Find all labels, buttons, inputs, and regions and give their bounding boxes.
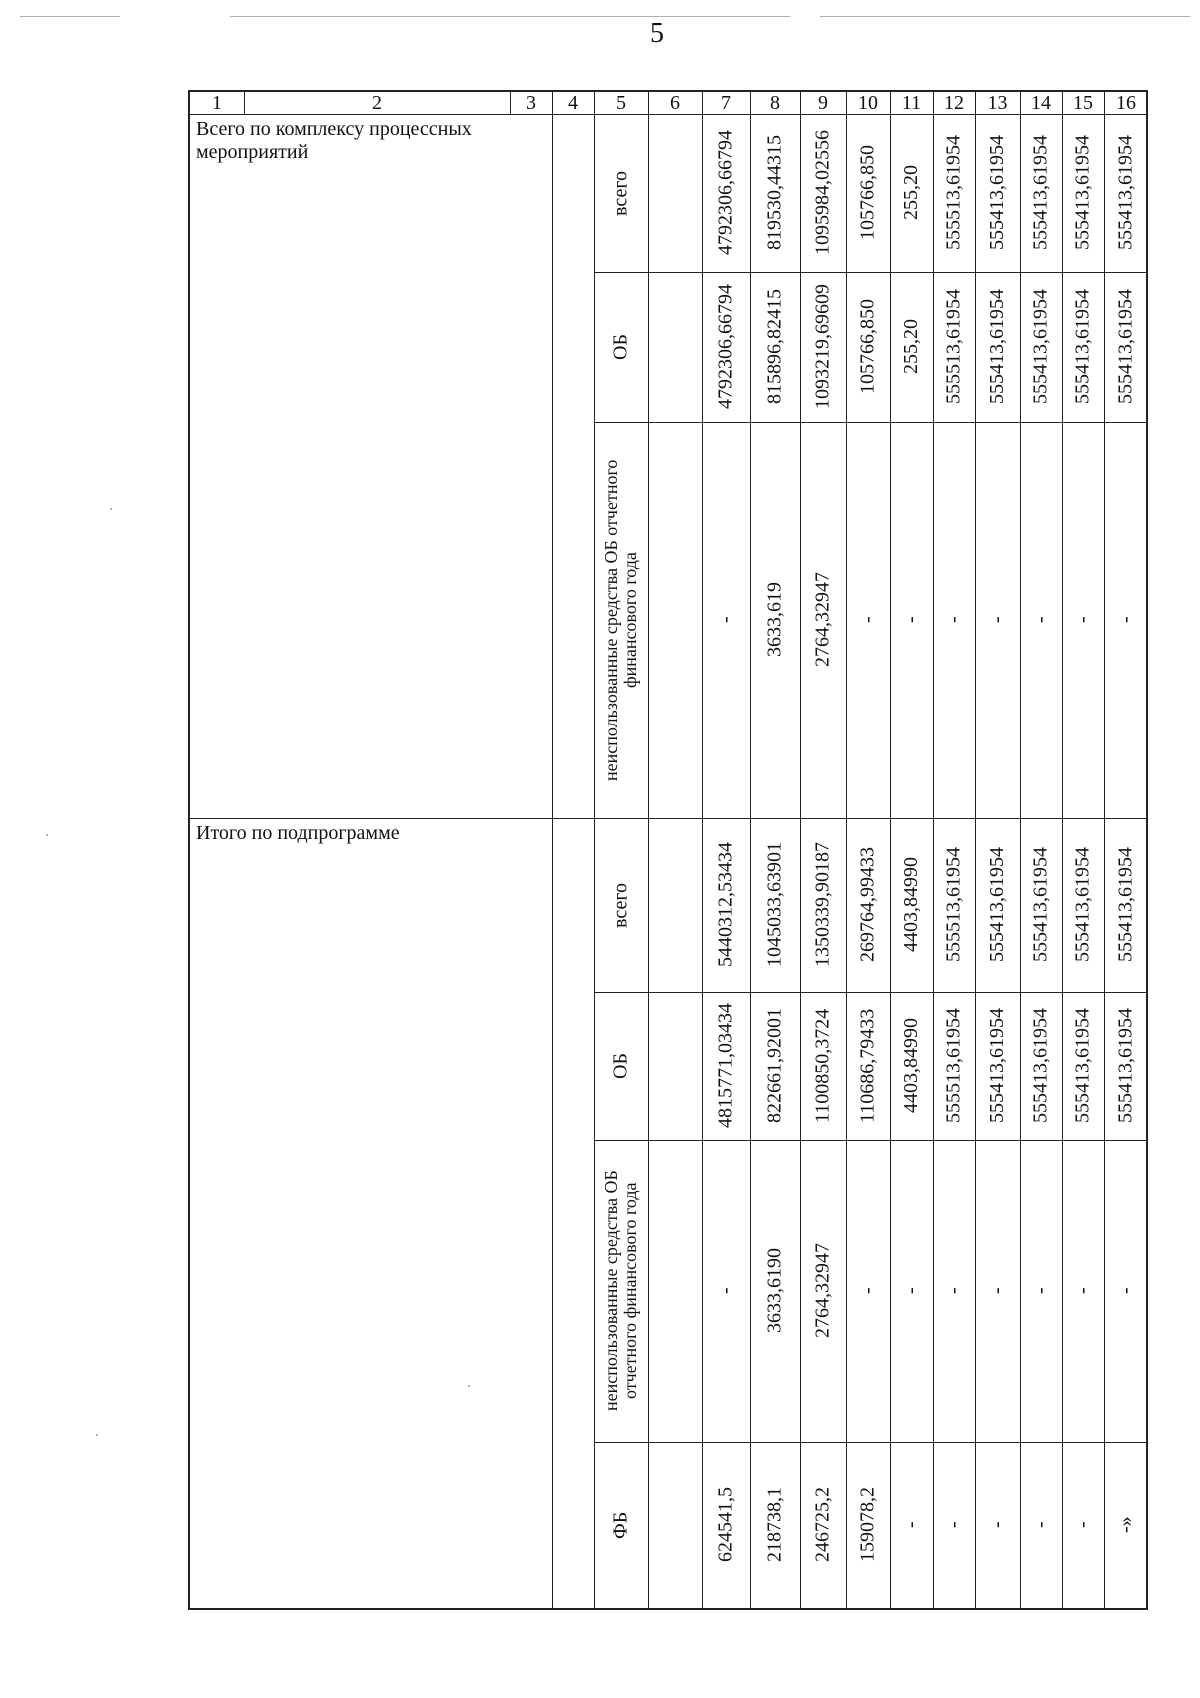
row-label-total: всего [609, 170, 632, 216]
table-cell: 555513,61954 [942, 847, 965, 963]
row-label-total: всего [609, 882, 632, 928]
row-label-ob: ОБ [609, 1053, 632, 1079]
row-label-ob: ОБ [609, 334, 632, 360]
table-cell: 555413,61954 [1071, 1008, 1094, 1124]
table-cell: 815896,82415 [763, 289, 786, 405]
budget-table [188, 90, 1148, 1610]
table-cell: 555413,61954 [1029, 135, 1052, 251]
scan-speck [46, 834, 48, 836]
table-cell: - [942, 1521, 965, 1529]
table-cell: 555413,61954 [986, 135, 1008, 251]
table-cell: 822661,92001 [763, 1008, 786, 1124]
table-cell: 555413,61954 [1114, 847, 1137, 963]
table-cell: - [1071, 616, 1094, 624]
table-cell: 4792306,66794 [714, 130, 737, 256]
table-cell: 624541,5 [714, 1487, 737, 1563]
table-cell: - [900, 1521, 922, 1529]
table-cell: - [986, 1521, 1008, 1529]
table-cell: - [900, 1287, 922, 1295]
table-cell: - [900, 616, 922, 624]
table-cell: - [1071, 1287, 1094, 1295]
table-cell: - [714, 616, 737, 624]
table-cell: 555413,61954 [1071, 135, 1094, 251]
col-header-3: 3 [526, 92, 536, 114]
table-cell: - [1071, 1521, 1094, 1529]
col-header-11: 11 [901, 92, 922, 114]
table-cell: 555413,61954 [1029, 1008, 1052, 1124]
table-cell: 4792306,66794 [714, 284, 737, 410]
table-cell: 4403,84990 [900, 857, 922, 953]
table-cell: - [856, 616, 879, 624]
table-cell: 555513,61954 [942, 289, 965, 405]
scan-speck [110, 508, 112, 510]
table-cell: 5440312,53434 [714, 842, 737, 968]
row-label-unused: неиспользованные средства ОБ отчетного финансового года [601, 1170, 640, 1412]
scan-artifact [820, 16, 1190, 17]
row-label-unused: неиспользованные средства ОБ отчетного финансового года [601, 459, 640, 781]
col-header-13: 13 [987, 92, 1008, 114]
table-cell: 269764,99433 [856, 847, 879, 963]
table-cell: 555413,61954 [986, 1008, 1008, 1124]
scan-speck [96, 1434, 98, 1436]
table-cell: 246725,2 [811, 1487, 834, 1563]
table-cell: 3633,6190 [763, 1248, 786, 1334]
table-cell: - [1114, 616, 1137, 624]
col-header-15: 15 [1073, 92, 1093, 114]
table-cell: 555513,61954 [942, 135, 965, 251]
table-cell: - [1029, 1287, 1052, 1295]
table-cell: 555413,61954 [1114, 135, 1137, 251]
table-cell: 4403,84990 [900, 1018, 922, 1114]
table-cell: 1093219,69609 [811, 284, 834, 410]
section-title-complex: Всего по комплексу процессных мероприятий [196, 118, 472, 163]
table-cell: 819530,44315 [763, 135, 786, 251]
table-cell: 555413,61954 [1029, 289, 1052, 405]
table-cell: - [986, 1287, 1008, 1295]
col-divider [648, 92, 649, 1608]
table-cell: 555413,61954 [1114, 1008, 1137, 1124]
col-header-7: 7 [721, 92, 731, 114]
table-cell: - [1029, 616, 1052, 624]
col-header-9: 9 [818, 92, 828, 114]
col-header-5: 5 [616, 92, 626, 114]
table-cell: 255,20 [900, 319, 922, 375]
table-cell: 159078,2 [856, 1487, 879, 1563]
row-label-fb: ФБ [609, 1511, 632, 1539]
table-cell: - [1114, 1287, 1137, 1295]
table-cell: 555413,61954 [1114, 289, 1137, 405]
table-cell: 110686,79433 [856, 1008, 879, 1124]
table-cell: 555413,61954 [1029, 847, 1052, 963]
col-header-1: 1 [212, 92, 222, 114]
col-header-6: 6 [670, 92, 680, 114]
table-cell: -» [1114, 1516, 1137, 1534]
col-header-10: 10 [858, 92, 878, 114]
table-cell: 555413,61954 [1071, 847, 1094, 963]
table-cell: 2764,32947 [811, 572, 834, 668]
col-divider [552, 92, 553, 1608]
scan-artifact [230, 16, 790, 17]
col-header-16: 16 [1116, 92, 1136, 114]
table-cell: 555513,61954 [942, 1008, 965, 1124]
table-cell: 1350339,90187 [811, 842, 834, 968]
table-cell: 4815771,03434 [714, 1003, 737, 1129]
table-cell: 555413,61954 [986, 289, 1008, 405]
table-cell: 1100850,3724 [811, 1008, 834, 1124]
table-cell: 218738,1 [763, 1487, 786, 1563]
page-number: 5 [650, 18, 664, 49]
table-cell: 1045033,63901 [763, 842, 786, 968]
table-cell: 105766,850 [856, 145, 879, 241]
section-title-subprogram: Итого по подпрограмме [196, 822, 400, 844]
table-cell: - [942, 616, 965, 624]
table-cell: - [856, 1287, 879, 1295]
table-cell: 255,20 [900, 165, 922, 221]
col-header-8: 8 [770, 92, 780, 114]
col-header-4: 4 [568, 92, 578, 114]
table-cell: 2764,32947 [811, 1243, 834, 1339]
table-cell: 555413,61954 [986, 847, 1008, 963]
scan-artifact [20, 16, 120, 17]
table-cell: 1095984,02556 [811, 130, 834, 256]
table-cell: - [986, 616, 1008, 624]
col-header-2: 2 [372, 92, 382, 114]
table-cell: 3633,619 [763, 582, 786, 658]
table-cell: 555413,61954 [1071, 289, 1094, 405]
table-cell: - [942, 1287, 965, 1295]
table-cell: - [714, 1287, 737, 1295]
table-cell: - [1029, 1521, 1052, 1529]
col-header-12: 12 [944, 92, 964, 114]
col-header-14: 14 [1031, 92, 1051, 114]
table-cell: 105766,850 [856, 299, 879, 395]
